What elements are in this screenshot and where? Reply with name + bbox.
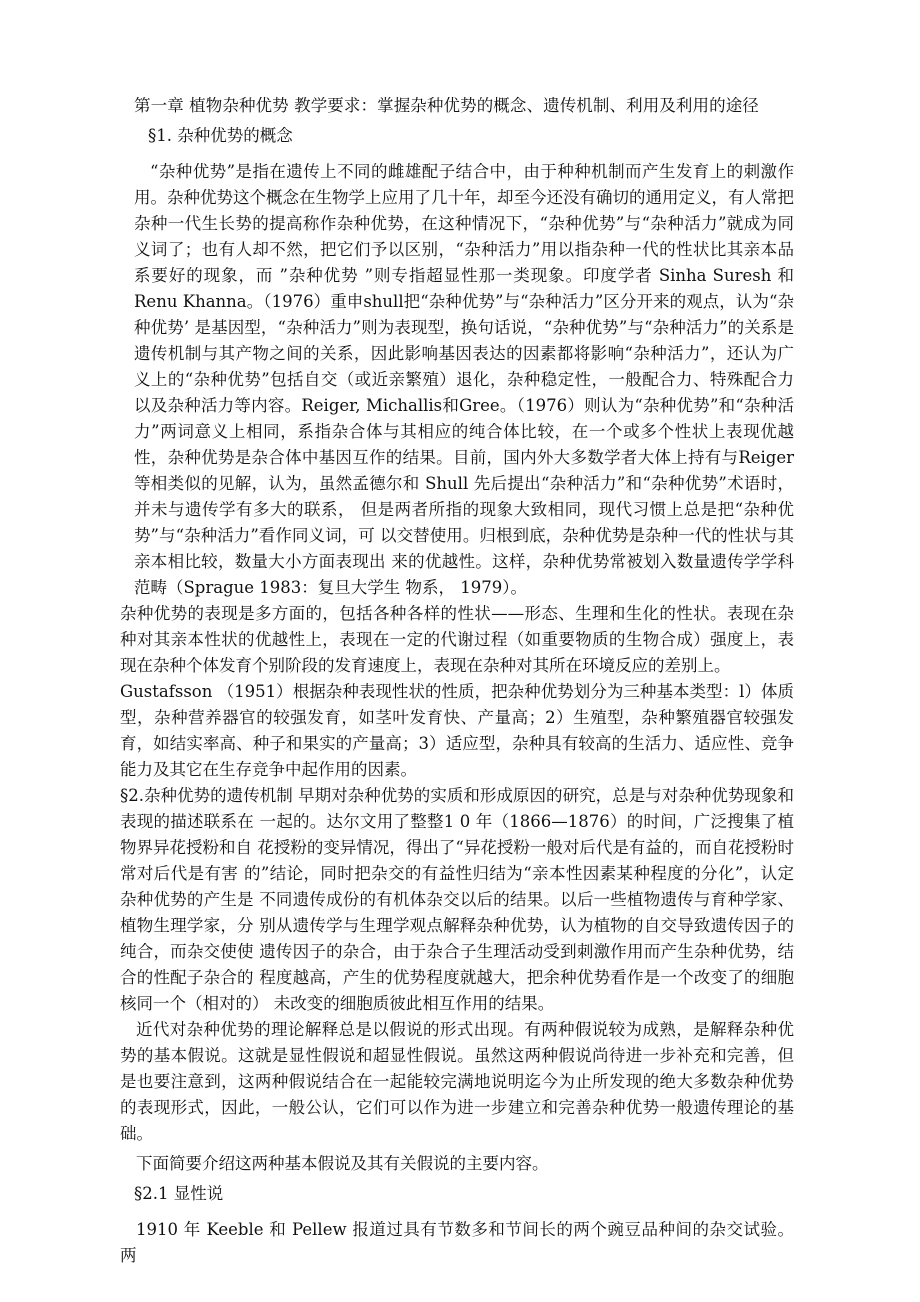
paragraph-hypotheses: 近代对杂种优势的理论解释总是以假说的形式出现。有两种假说较为成熟，是解释杂种优势的基本假说。这就是显性假说和超显性假说。虽然这两种假说尚待进一步补充和完善，但是也要注意到，这两种假说结合在一起能较完满地说明迄今为止所发现的绝大多数杂种优势的表现形式，因此，一般公认，它们可以作为进一步建立和完善杂种优势一般遗传理论的基础。 — [120, 1020, 794, 1143]
document-body — [120, 93, 794, 1269]
section21-heading: §2.1 显性说 — [134, 1184, 224, 1203]
paragraph-intro: 下面简要介绍这两种基本假说及其有关假说的主要内容。 — [136, 1154, 549, 1173]
paragraph-section2: §2.杂种优势的遗传机制 早期对杂种优势的实质和形成原因的研究，总是与对杂种优势现象和表现的描述联系在 一起的。达尔文用了整整1 0 年（1866—1876）的时间，广泛搜集了植物界异花授粉和自 花授粉的变异情况，得出了“异花授粉一般对后代是有益的，而自花授粉时常对后代是有害 的”结论，同时把杂交的有益性归结为“亲本性因素某种程度的分化”，认定杂种优势的产生是 不同遗传成份的有机体杂交以后的结果。以后一些植物遗传与育种学家、植物生理学家，分 别从遗传学与生理学观点解释杂种优势，认为植物的自交导致遗传因子的纯合，而杂交使使 遗传因子的杂合，由于杂合子生理活动受到刺激作用而产生杂种优势，结合的性配子杂合的 程度越高，产生的优势程度就越大，把余种优势看作是一个改变了的细胞核同一个（相对的） 未改变的细胞质彼此相互作用的结果。 — [120, 786, 794, 1013]
paragraph-manifestation: 杂种优势的表现是多方面的，包括各种各样的性状——形态、生理和生化的性状。表现在杂种对其亲本性状的优越性上，表现在一定的代谢过程（如重要物质的生物合成）强度上，表现在杂种个体发育个别阶段的发育速度上，表现在杂种对其所在环境反应的差别上。 — [120, 604, 794, 675]
section1-heading: §1. 杂种优势的概念 — [148, 126, 293, 145]
chapter-heading: 第一章 植物杂种优势 教学要求：掌握杂种优势的概念、遗传机制、利用及利用的途径 — [134, 96, 759, 115]
paragraph-keeble: 1910 年 Keeble 和 Pellew 报道过具有节数多和节间长的两个豌豆品种间的杂交试验。两 — [120, 1220, 794, 1265]
paragraph-concept: “杂种优势”是指在遗传上不同的雌雄配子结合中，由于种种机制而产生发育上的刺激作用。杂种优势这个概念在生物学上应用了几十年，却至今还没有确切的通用定义，有人常把杂种一代生长势的提高称作杂种优势，在这种情况下，“杂种优势”与“杂种活力”就成为同义词了；也有人却不然，把它们予以区别，“杂种活力”用以指杂种一代的性状比其亲本品系要好的现象，而 ”杂种优势 ”则专指超显性那一类现象。印度学者 Sinha Suresh 和 Renu Khanna。（1976）重申shull把“杂种优势”与“杂种活力”区分开来的观点，认为“杂种优势’ 是基因型，“杂种活力”则为表现型，换句话说，“杂种优势”与“杂种活力”的关系是遗传机制与其产物之间的关系，因此影响基因表达的因素都将影响“杂种活力”，还认为广义上的“杂种优势”包括自交（或近亲繁殖）退化，杂种稳定性，一般配合力、特殊配合力以及杂种活力等内容。Reiger, Michallis和Gree。（1976）则认为“杂种优势”和“杂种活力”两词意义上相同，系指杂合体与其相应的纯合体比较，在一个或多个性状上表现优越性，杂种优势是杂合体中基因互作的结果。目前，国内外大多数学者大体上持有与Reiger等相类似的见解，认为，虽然孟德尔和 Shull 先后提出“杂种活力”和“杂种优势”术语时，并未与遗传学有多大的联系， 但是两者所指的现象大致相同，现代习惯上总是把“杂种优势”与“杂种活力”看作同义词，可 以交替使用。归根到底，杂种优势是杂种一代的性状与其亲本相比较，数量大小方面表现出 来的优越性。这样，杂种优势常被划入数量遗传学学科范畴（Sprague 1983：复旦大学生 物系， 1979）。 — [134, 162, 794, 597]
paragraph-gustafsson: Gustafsson （1951）根据杂种表现性状的性质，把杂种优势划分为三种基本类型：l）体质型，杂种营养器官的较强发育，如茎叶发育快、产量高；2）生殖型，杂种繁殖器官较强发育，如结实率高、种子和果实的产量高；3）适应型，杂种具有较高的生活力、适应性、竞争能力及其它在生存竞争中起作用的因素。 — [120, 682, 794, 779]
